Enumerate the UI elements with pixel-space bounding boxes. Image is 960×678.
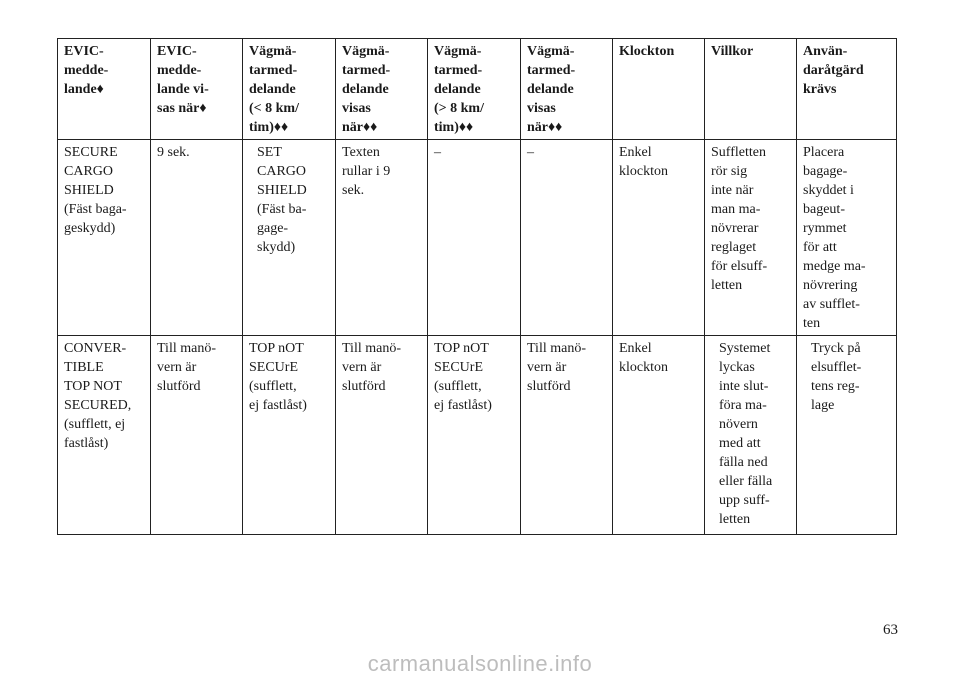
table-cell: Till manö- vern är slutförd xyxy=(151,336,243,535)
header-cell-gauge-message-fast: Vägmä- tarmed- delande (> 8 km/ tim)♦♦ xyxy=(428,39,521,140)
table-cell: Till manö- vern är slutförd xyxy=(336,336,428,535)
table-cell: TOP nOT SECUrE (sufflett, ej fastlåst) xyxy=(428,336,521,535)
table-cell: Suffletten rör sig inte när man ma- növrerar reglaget för elsuff- letten xyxy=(705,140,797,336)
table-cell: – xyxy=(521,140,613,336)
table-cell: CONVER- TIBLE TOP NOT SECURED, (sufflett, ej fastlåst) xyxy=(58,336,151,535)
table-cell: 9 sek. xyxy=(151,140,243,336)
table-cell: SECURE CARGO SHIELD (Fäst baga- geskydd) xyxy=(58,140,151,336)
header-cell-gauge-message-slow: Vägmä- tarmed- delande (< 8 km/ tim)♦♦ xyxy=(243,39,336,140)
table-cell: Texten rullar i 9 sek. xyxy=(336,140,428,336)
table-cell: TOP nOT SECUrE (sufflett, ej fastlåst) xyxy=(243,336,336,535)
table-cell: – xyxy=(428,140,521,336)
page-number: 63 xyxy=(883,622,898,638)
header-cell-evic-shown-when: EVIC- medde- lande vi- sas när♦ xyxy=(151,39,243,140)
header-row xyxy=(58,39,897,140)
table-cell: Enkel klockton xyxy=(613,140,705,336)
header-cell-user-action: Använ- daråtgärd krävs xyxy=(797,39,897,140)
table-cell: SET CARGO SHIELD (Fäst ba- gage- skydd) xyxy=(243,140,336,336)
header-cell-evic-message: EVIC- medde- lande♦ xyxy=(58,39,151,140)
header-cell-gauge-shown-when-slow: Vägmä- tarmed- delande visas när♦♦ xyxy=(336,39,428,140)
table-cell: Placera bagage- skyddet i bageut- rymmet för att medge ma- növrering av sufflet- ten xyxy=(797,140,897,336)
table-cell: Tryck på elsufflet- tens reg- lage xyxy=(797,336,897,535)
info-table xyxy=(57,38,897,535)
header-cell-chime: Klockton xyxy=(613,39,705,140)
table-cell: Enkel klockton xyxy=(613,336,705,535)
table-row xyxy=(58,140,897,336)
table-row xyxy=(58,336,897,535)
watermark: carmanualsonline.info xyxy=(367,651,593,676)
table-cell: Till manö- vern är slutförd xyxy=(521,336,613,535)
header-cell-gauge-shown-when-fast: Vägmä- tarmed- delande visas när♦♦ xyxy=(521,39,613,140)
table-cell: Systemet lyckas inte slut- föra ma- növern med att fälla ned eller fälla upp suff- letten xyxy=(705,336,797,535)
header-cell-condition: Villkor xyxy=(705,39,797,140)
